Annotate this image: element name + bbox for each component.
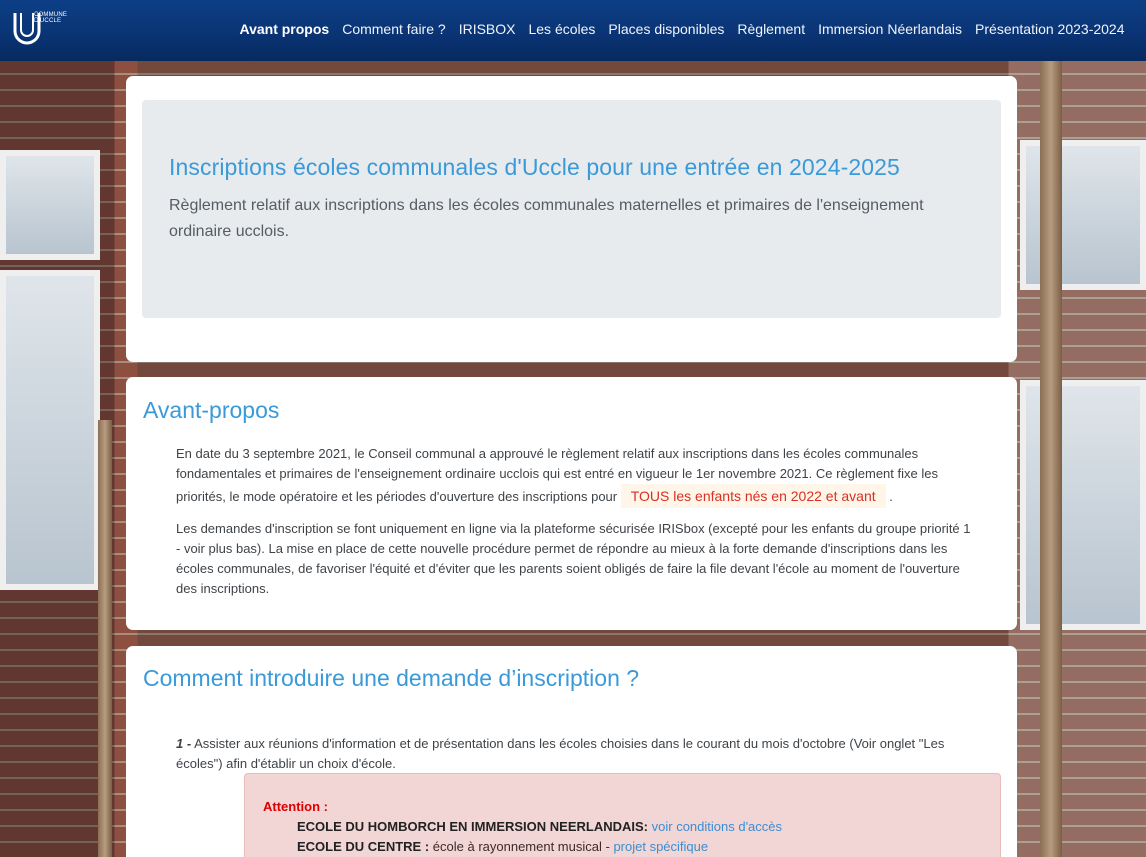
page-title: Inscriptions écoles communales d'Uccle pour une entrée en 2024-2025 <box>169 154 900 180</box>
nav-irisbox[interactable]: IRISBOX <box>458 20 516 37</box>
top-navbar <box>0 0 1146 61</box>
comment-card <box>126 646 1017 857</box>
avant-propos-paragraph-2: Les demandes d'inscription se font uniquement en ligne via la plateforme sécurisée IRISbox (excepté pour les enfants du groupe priorité 1 - voir plus bas). La mise en place de cette nouvelle procédure permet de répondre au mieux à la forte demande d'inscriptions dans les écoles communales, de favoriser l'équité et d'éviter que les parents soient obligés de faire la file devant l'école au moment de l'ouverture des inscriptions. <box>176 521 971 596</box>
avant-propos-card <box>126 377 1017 630</box>
attention-line-homborch <box>263 817 982 837</box>
hero-card <box>126 76 1017 362</box>
attention-heading: Attention : <box>263 799 328 814</box>
step-1 <box>176 734 976 774</box>
attention-line-centre <box>263 837 982 857</box>
conditions-acces-link[interactable]: voir conditions d'accès <box>651 819 783 834</box>
main-nav <box>233 0 1131 57</box>
comment-title: Comment introduire une demande d’inscription ? <box>143 665 640 691</box>
centre-label: ECOLE DU CENTRE : <box>297 839 430 854</box>
step-1-text: Assister aux réunions d'information et de présentation dans les écoles choisies dans le courant du mois d'octobre (Voir onglet "Les écoles") afin d'établir un choix d'école. <box>176 736 945 771</box>
avant-propos-paragraph-1 <box>176 444 976 508</box>
p1-text: En date du 3 septembre 2021, le Conseil communal a approuvé le règlement relatif aux inscriptions dans les écoles communales fondamentales et primaires de l'enseignement ordinaire ucclois qui est entré en vigueur le 1er novembre 2021. Ce règlement fixe les priorités, le mode opératoire et les périodes d'ouverture des inscriptions pour <box>176 446 938 504</box>
hero-jumbotron <box>142 100 1001 318</box>
page-subtitle: Règlement relatif aux inscriptions dans les écoles communales maternelles et primaires de l'enseignement ordinaire ucclois. <box>169 197 924 240</box>
nav-places-disponibles[interactable]: Places disponibles <box>608 20 725 37</box>
nav-les-ecoles[interactable]: Les écoles <box>528 20 596 37</box>
attention-alert <box>244 773 1001 857</box>
nav-immersion-neerlandais[interactable]: Immersion Néerlandais <box>818 20 963 37</box>
nav-comment-faire[interactable]: Comment faire ? <box>342 20 446 37</box>
p1-end: . <box>885 489 893 504</box>
centre-text: école à rayonnement musical - <box>429 839 614 854</box>
avant-propos-title: Avant-propos <box>143 397 280 423</box>
projet-specifique-link[interactable]: projet spécifique <box>613 839 709 854</box>
nav-presentation[interactable]: Présentation 2023-2024 <box>975 20 1125 37</box>
homborch-label: ECOLE DU HOMBORCH EN IMMERSION NEERLANDAIS: <box>297 819 649 834</box>
logo-text: COMMUNE D'UCCLE <box>34 12 68 24</box>
nav-reglement[interactable]: Règlement <box>737 20 806 37</box>
step-1-number: 1 - <box>176 736 192 751</box>
highlight-badge: TOUS les enfants nés en 2022 et avant <box>621 484 886 508</box>
nav-avant-propos[interactable]: Avant propos <box>239 20 330 37</box>
